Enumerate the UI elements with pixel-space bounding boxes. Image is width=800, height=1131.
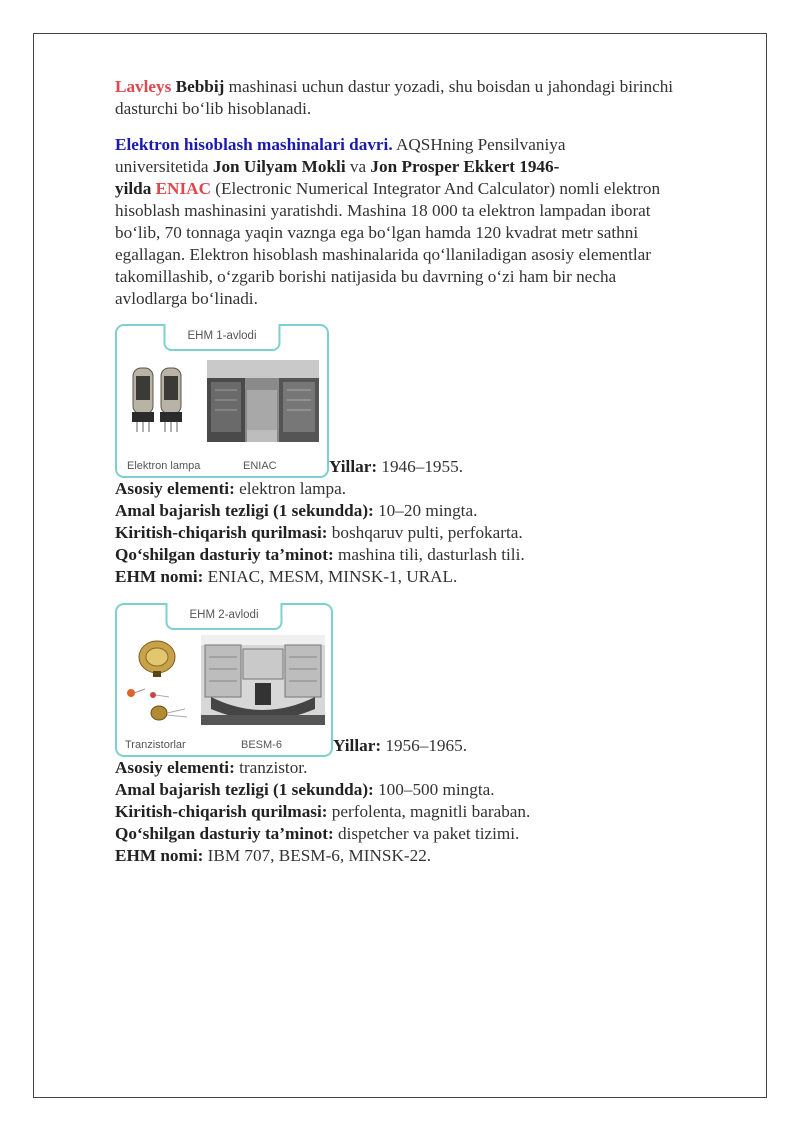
gen1-caption-left: Elektron lampa — [127, 460, 201, 472]
era-heading: Elektron hisoblash mashinalari davri. — [115, 135, 393, 154]
era-text-2a: universitetida — [115, 157, 213, 176]
era-text-7: takomillashib, o‘zgarib borishi natijasida bu davrning o‘zi ham bir necha — [115, 267, 617, 286]
name-bebbij: Bebbij — [175, 77, 225, 96]
gen2-figure — [115, 603, 333, 757]
gen2-names-value: IBM 707, BESM-6, MINSK-22. — [203, 846, 432, 865]
intro-text-2: dasturchi bo‘lib hisoblanadi. — [115, 99, 312, 118]
transistor-image — [123, 635, 195, 727]
gen2-section — [115, 603, 735, 867]
gen2-speed-value: 100–500 mingta. — [373, 780, 495, 799]
gen2-software-value: dispetcher va paket tizimi. — [333, 824, 520, 843]
era-paragraph — [115, 134, 735, 310]
besm6-photo — [201, 635, 325, 725]
gen2-element-value: tranzistor. — [234, 758, 308, 777]
era-text-8: avlodlarga bo‘linadi. — [115, 289, 258, 308]
gen2-figure-title: EHM 2-avlodi — [165, 603, 282, 630]
name-ekkert: Jon Prosper Ekkert 1946- — [370, 157, 560, 176]
gen2-io-value: perfolenta, magnitli baraban. — [327, 802, 531, 821]
intro-text-1: mashinasi uchun dastur yozadi, shu boisdan u jahondagi birinchi — [224, 77, 674, 96]
gen2-caption-right: BESM-6 — [241, 739, 282, 751]
gen2-element-label: Asosiy elementi: — [115, 758, 235, 777]
gen2-software-label: Qo‘shilgan dasturiy ta’minot: — [115, 824, 334, 843]
gen2-years-value: 1956–1965. — [381, 736, 467, 755]
gen2-years-label: Yillar: — [333, 736, 382, 755]
gen1-speed-value: 10–20 mingta. — [373, 501, 478, 520]
name-mokli: Jon Uilyam Mokli — [212, 157, 346, 176]
era-text-1: AQSHning Pensilvaniya — [392, 135, 566, 154]
gen1-names-label: EHM nomi: — [115, 567, 204, 586]
era-text-2c: va — [345, 157, 371, 176]
gen1-io-label: Kiritish-chiqarish qurilmasi: — [115, 523, 328, 542]
gen1-years-value: 1946–1955. — [377, 457, 463, 476]
era-text-3a: yilda — [115, 179, 156, 198]
gen1-speed-label: Amal bajarish tezligi (1 sekundda): — [115, 501, 374, 520]
gen2-names-label: EHM nomi: — [115, 846, 204, 865]
intro-paragraph — [115, 76, 735, 120]
gen2-speed-label: Amal bajarish tezligi (1 sekundda): — [115, 780, 374, 799]
gen1-figure — [115, 324, 329, 478]
gen1-element-value: elektron lampa. — [234, 479, 347, 498]
gen1-figure-title: EHM 1-avlodi — [163, 324, 280, 351]
era-text-4: hisoblash mashinasini yaratishdi. Mashina 18 000 ta elektron lampadan iborat — [115, 201, 651, 220]
gen1-software-value: mashina tili, dasturlash tili. — [333, 545, 525, 564]
eniac-photo — [207, 360, 319, 442]
gen1-element-label: Asosiy elementi: — [115, 479, 235, 498]
gen1-io-value: boshqaruv pulti, perfokarta. — [327, 523, 523, 542]
gen1-section — [115, 324, 735, 588]
gen1-caption-right: ENIAC — [243, 460, 277, 472]
gen2-caption-left: Tranzistorlar — [125, 739, 186, 751]
era-text-3c: (Electronic Numerical Integrator And Calculator) nomli elektron — [210, 179, 661, 198]
document-body — [115, 76, 735, 867]
vacuum-tube-image — [127, 364, 189, 436]
era-text-5: bo‘lib, 70 tonnaga yaqin vaznga ega bo‘lgan hamda 120 kvadrat metr sathni — [115, 223, 639, 242]
gen1-years-label: Yillar: — [329, 457, 378, 476]
gen1-software-label: Qo‘shilgan dasturiy ta’minot: — [115, 545, 334, 564]
gen2-io-label: Kiritish-chiqarish qurilmasi: — [115, 802, 328, 821]
name-lavleys: Lavleys — [115, 77, 172, 96]
eniac-highlight: ENIAC — [155, 179, 211, 198]
era-text-6: egallagan. Elektron hisoblash mashinalarida qo‘llaniladigan asosiy elementlar — [115, 245, 651, 264]
gen1-names-value: ENIAC, MESM, MINSK-1, URAL. — [203, 567, 458, 586]
